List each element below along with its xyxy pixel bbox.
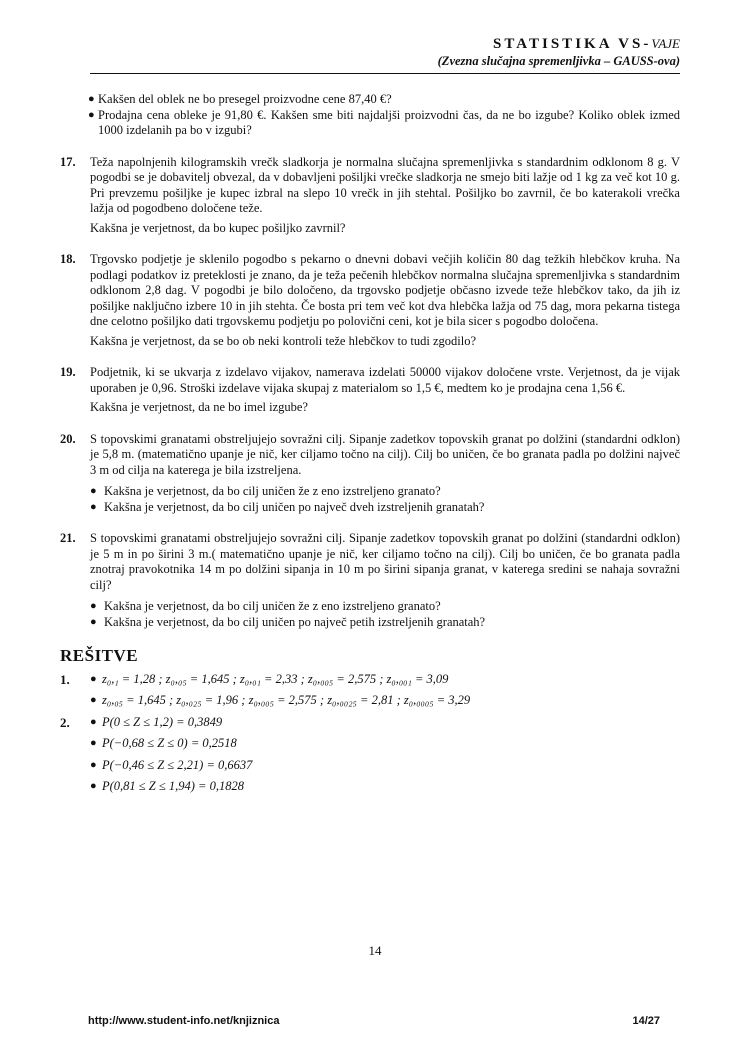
solution-lines [90,715,680,795]
bullet-icon: ● [88,108,95,121]
page-number: 14 [368,943,382,958]
bullet-icon: ● [90,758,97,771]
header-subtitle: (Zvezna slučajna spremenljivka – GAUSS-ova) [437,54,680,68]
list-item-text: Prodajna cena obleke je 91,80 €. Kakšen sme biti najdaljši proizvodni čas, da ne bo izgube? Koliko oblek izmed 1000 izdelanih pa bo v izgubi? [98,107,680,137]
solutions-heading: REŠITVE [60,646,139,665]
formula-line [90,736,680,752]
solution-number: 1. [60,671,70,687]
list-item [60,108,680,139]
formula-text: P(0,81 ≤ Z ≤ 1,94) = 0,1828 [102,779,244,793]
task-text: S topovskimi granatami obstreljujejo sovražni cilj. Sipanje zadetkov topovskih granat po dolžini (standardni odklon) je 5,8 m. (matematično upanje je nič, ker ciljamo točno na cilj). Cilj bo uničen, če bo granata padla po dolžini največ 3 m od cilja na katerega je bila izstreljena. [90,431,680,477]
list-item-text: Kakšna je verjetnost, da bo cilj uničen po največ dveh izstreljenih granatah? [104,499,485,514]
bullet-icon: ● [90,615,97,628]
list-item-text: Kakšna je verjetnost, da bo cilj uničen po največ petih izstreljenih granatah? [104,614,486,629]
list-item-text: Kakšen del oblek ne bo presegel proizvodne cene 87,40 €? [98,92,392,106]
header-divider [90,73,680,74]
task-bullets [90,599,680,630]
bullet-icon: ● [90,500,97,513]
task-question: Kakšna je verjetnost, da ne bo imel izgube? [90,400,308,414]
list-item-text: Kakšna je verjetnost, da bo cilj uničen že z eno izstreljeno granato? [104,599,441,613]
solution-2 [60,715,680,795]
task-number: 18. [60,252,76,266]
formula-line [90,758,680,774]
task-number: 20. [60,431,76,446]
header-title [438,36,680,53]
list-item [60,92,680,108]
task-19 [60,365,680,416]
list-item [90,615,680,631]
bullet-icon: ● [90,737,97,749]
bullet-icon: ● [88,93,95,105]
formula-line [90,715,680,731]
task-number: 17. [60,154,76,169]
task-20 [60,432,680,516]
task-bullets [90,484,680,515]
task-text: Podjetnik, ki se ukvarja z izdelavo vijakov, namerava izdelati 50000 vijakov določene vrste. Verjetnost, da je vijak uporaben je 0,96. Stroški izdelave vijaka skupaj z materialom so 1,5 €, medtem ko je prodajna cena 1,56 €. [90,365,680,395]
intro-bullets [60,92,680,139]
task-question: Kakšna je verjetnost, da se bo ob neki kontroli teže hlebčkov to tudi zgodilo? [90,333,477,348]
header-title-suffix: VAJE [651,36,680,51]
task-number: 19. [60,365,76,379]
task-text: Trgovsko podjetje je sklenilo pogodbo s pekarno o dnevni dobavi večjih količin 80 dag težkih hlebčkov kruha. Na podlagi podatkov iz preteklosti je znano, da je teža pečenih hlebčkov normalna slučajna spremenljivka s standardnim odklonom 2,8 dag. V pogodbi je bilo določeno, da trgovsko podjetje občasno izvede teže hlebčkov tako, da jih iz pošiljke naključno izbere 10 in jih stehta. Če bosta pri tem več kot dva hlebčka lažja od 75 dag, mora pekarna tistega dne celotno pošiljko dati trgovskemu podjetju po polovični ceni, kot je bila sicer s pogodbo določena. [90,252,680,328]
footer-page-count: 14/27 [632,1015,660,1027]
main-content [60,92,680,801]
task-17 [60,155,680,237]
solution-number: 2. [60,714,70,730]
bullet-icon: ● [90,485,97,497]
list-item [90,599,680,615]
task-text: Teža napolnjenih kilogramskih vrečk sladkorja je normalna slučajna spremenljivka s standardnim odklonom 8 g. V pogodbi se je dobavitelj obvezal, da v dobavljeni pošiljki vrečke sladkorja ne smejo biti lažje od 1 kg za več kot 10 g. Pri prevzemu pošiljke je kupec izbral na slepo 10 vrečk in jih stehtal. Pošiljko bo zavrnil, če bo katerakoli vrečka lažja od pogodbeno določene teže. [90,154,680,215]
footer-url-link[interactable]: http://www.student-info.net/knjiznica [88,1015,280,1027]
header-title-main: STATISTIKA VS- [493,36,652,52]
formula-line [90,779,680,795]
formula-text: z₀,₀₅ = 1,645 ; z₀,₀₂₅ = 1,96 ; z₀,₀₀₅ = 2,575 ; z₀,₀₀₂₅ = 2,81 ; z₀,₀₀₀₅ = 3,29 [102,693,471,707]
formula-line [90,693,680,709]
formula-line [90,672,680,688]
bullet-icon: ● [90,600,97,612]
list-item-text: Kakšna je verjetnost, da bo cilj uničen že z eno izstreljeno granato? [104,484,441,498]
task-text: S topovskimi granatami obstreljujejo sovražni cilj. Sipanje zadetkov topovskih granat po dolžini (standardni odklon) je 5 m in po širini 3 m.( matematično upanje je nič, ker ciljamo točno na cilj). Cilj bo uničen, če bo granata padla znotraj pravokotnika 14 m po dolžini sipanja in 10 m po širini sipanja granat, v katerega sredini se nahaja sovražni cilj? [90,531,680,592]
list-item [90,484,680,500]
bullet-icon: ● [90,715,97,728]
bullet-icon: ● [90,694,97,706]
formula-text: P(0 ≤ Z ≤ 1,2) = 0,3849 [102,714,223,729]
bullet-icon: ● [90,672,97,685]
page-header [438,36,680,69]
task-question: Kakšna je verjetnost, da bo kupec pošiljko zavrnil? [90,220,346,235]
bullet-icon: ● [90,780,97,792]
list-item [90,500,680,516]
formula-text: P(−0,68 ≤ Z ≤ 0) = 0,2518 [102,736,237,750]
solution-lines [90,672,680,709]
task-21 [60,531,680,630]
formula-text: P(−0,46 ≤ Z ≤ 2,21) = 0,6637 [102,757,253,772]
task-18 [60,252,680,349]
formula-text: z₀,₁ = 1,28 ; z₀,₀₅ = 1,645 ; z₀,₀₁ = 2,33 ; z₀,₀₀₅ = 2,575 ; z₀,₀₀₁ = 3,09 [102,671,449,686]
solution-1 [60,672,680,709]
task-number: 21. [60,531,76,545]
